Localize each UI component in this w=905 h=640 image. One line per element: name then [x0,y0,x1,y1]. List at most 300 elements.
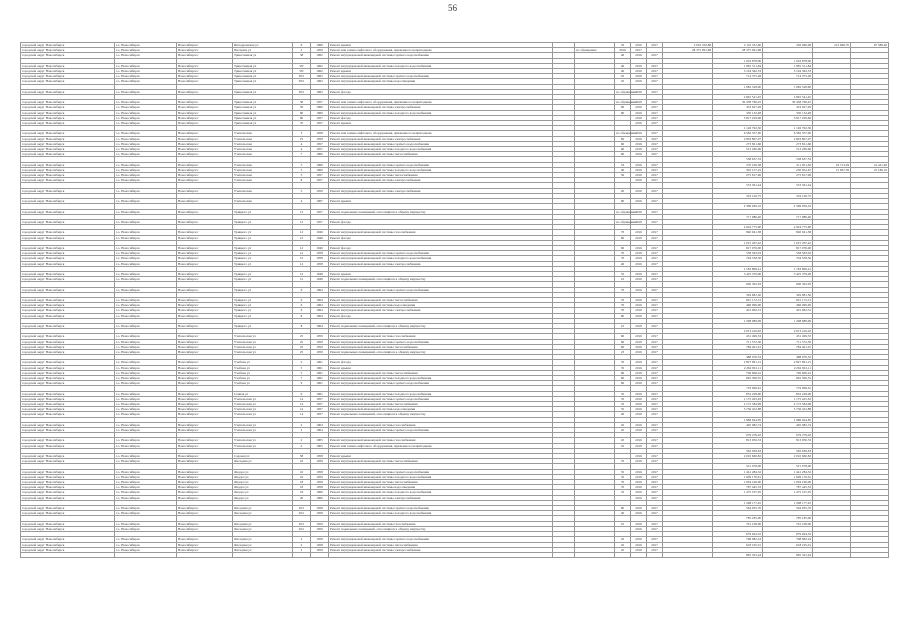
table-cell: городской округ Новосибирск [21,235,115,240]
table-cell: 14 [293,412,311,417]
table-cell: городской округ Новосибирск [21,407,115,412]
table-cell: 2016 [631,474,647,479]
table-cell: Ремонт крыши [329,454,553,459]
table-cell: 466 096,00 [763,303,813,308]
table-cell: городской округ Новосибирск [21,365,115,370]
table-cell: 2016 [631,485,647,490]
table-cell: городской округ Новосибирск [21,188,115,193]
table-cell: г.о. Новосибирск [115,344,177,349]
table-cell: 2016 [631,43,647,48]
table-cell: 553 361,44 [763,183,813,188]
table-cell: 2 [293,443,311,448]
table-cell [647,552,663,557]
table-cell: Новосибирск г [177,474,233,479]
table-cell: 1904 [311,428,329,433]
table-cell: 1958 [311,542,329,547]
table-cell: 2017 [631,48,647,53]
table-cell: 40 [615,261,631,266]
table-cell: Новосибирск г [177,459,233,464]
table-cell: 2 010 660,82 [713,454,763,459]
table-cell: 2017 [647,506,663,511]
table-cell: 1 441 284,32 [763,469,813,474]
table-cell: 2016 [631,376,647,381]
table-cell: 60 [615,136,631,141]
table-cell: городской округ Новосибирск [21,251,115,256]
table-cell: 2016 [631,490,647,495]
table-cell: по обращению [616,131,637,136]
table-cell: 1 609 176,61 [713,474,763,479]
table-cell: 40 [615,69,631,74]
table-cell: Новосибирск г [177,480,233,485]
table-cell: Новосибирск г [177,245,233,250]
table-cell: 58/1 [293,79,311,84]
table-cell: городской округ Новосибирск [21,422,115,427]
table-cell: 1960 [311,43,329,48]
table-cell: 1960 [311,495,329,500]
table-cell: городской округ Новосибирск [21,63,115,68]
table-cell: Учительская ул [233,428,293,433]
table-cell: г.о. Новосибирск [115,474,177,479]
table-cell: 2016 [631,537,647,542]
table-cell: Ремонт внутридомовой инженерной системы горячего водоснабжения [329,537,553,542]
table-cell: 2016 [631,69,647,74]
table-cell: 2017 [647,69,663,74]
table-cell: Новосибирск г [177,136,233,141]
table-cell: г.о. Новосибирск [115,402,177,407]
table-cell: Ремонт внутридомовой инженерной системы холодного водоснабжения [329,110,553,115]
table-cell: городской округ Новосибирск [21,459,115,464]
table-cell: 2016 [631,308,647,313]
table-cell: 1 126 702,30 [763,126,813,131]
table-cell: по обращению [616,89,637,94]
table-cell: 2017 [647,136,663,141]
table-cell: городской округ Новосибирск [21,43,115,48]
table-cell: городской округ Новосибирск [21,131,115,136]
table-cell: 2016 [631,188,647,193]
table-cell: Новосибирск г [177,297,233,302]
table-cell: 3 425 379,06 [713,271,763,276]
table-cell: г.о. Новосибирск [115,542,177,547]
table-cell: г.о. Новосибирск [115,391,177,396]
table-cell: городской округ Новосибирск [21,339,115,344]
table-cell: 691 172,31 [713,297,763,302]
table-cell: 787 445,33 [763,485,813,490]
table-cell: г.о. Новосибирск [115,277,177,282]
table-cell: Ремонт или замена лифтового оборудования, признанного непригодным [329,48,553,53]
table-cell: 212 666,70 [813,43,851,48]
table-cell: Новосибирск г [177,412,233,417]
table-cell: 5 [293,370,311,375]
table-cell: 58 [293,53,311,58]
table-cell: 70 [615,256,631,261]
table-cell: Ремонт внутридомовой инженерной системы горячего водоснабжения [329,74,553,79]
table-cell: 2017 [647,209,663,214]
table-cell: 25 [293,349,311,354]
table-cell: городской округ Новосибирск [21,428,115,433]
table-cell: городской округ Новосибирск [21,48,115,53]
table-cell: Ремонт крыши [329,199,553,204]
table-cell: 852 228,00 [763,391,813,396]
table-cell: г.о. Новосибирск [115,235,177,240]
table-cell: 2016 [631,360,647,365]
table-cell: Ремонт крыши [329,121,553,126]
table-cell: городской округ Новосибирск [21,105,115,110]
table-cell: городской округ Новосибирск [21,121,115,126]
table-cell: городской округ Новосибирск [21,53,115,58]
table-cell: 451 499,33 [763,334,813,339]
table-cell: 2016 [631,469,647,474]
table-cell: 12 [293,277,311,282]
table-cell: 2016 [631,349,647,354]
table-cell: 761 108,00 [713,521,763,526]
table-cell: Ремонт внутридомовой инженерной системы электроснабжения [329,261,553,266]
table-cell: Ремонт внутридомовой инженерной системы холодного водоснабжения [329,511,553,516]
table-cell: 1 015 267,42 [713,240,763,245]
table-cell: Новосибирск г [177,105,233,110]
table-cell: Новосибирск г [177,360,233,365]
table-cell: 401 962,31 [713,308,763,313]
table-cell: 2 013 416,02 [763,329,813,334]
table-cell: 12 [293,230,311,235]
table-cell: Новосибирск г [177,323,233,328]
table-cell: 3 817 229,60 [763,115,813,120]
table-cell: 1905 [311,443,329,448]
table-cell: Ремонт внутридомовой инженерной системы теплоснабжения [329,459,553,464]
table-cell: 1957 [311,121,329,126]
table-cell: 2016 [631,121,647,126]
table-cell: 768 082,24 [713,537,763,542]
table-cell: 2 845 541,45 [713,95,763,100]
table-cell: Новосибирск г [177,110,233,115]
table-cell: 2016 [631,235,647,240]
table-cell: 1959 [311,526,329,531]
table-cell: 35 [615,271,631,276]
table-cell: 2016 [631,334,647,339]
table-cell: Новосибирск г [177,365,233,370]
table-cell: Учительская ул [233,412,293,417]
table-cell: 1964 [311,313,329,318]
table-cell: 70 [615,287,631,292]
table-cell: г.о. Новосибирск [115,173,177,178]
table-cell: 2017 [647,438,663,443]
table-cell: 538 637,53 [763,157,813,162]
table-cell: 16 [293,459,311,464]
table-cell: г.о. Новосибирск [115,370,177,375]
table-cell: г.о. Новосибирск [115,121,177,126]
table-cell: 2017 [647,245,663,250]
table-cell: г.о. Новосибирск [115,308,177,313]
table-cell: 840 041,38 [763,230,813,235]
table-cell: Новосибирск г [177,349,233,354]
table-cell: Ремонт внутридомовой инженерной системы теплоснабжения [329,542,553,547]
table-cell: Новосибирск г [177,235,233,240]
table-cell: г.о. Новосибирск [115,152,177,157]
table-cell: 714 375,28 [713,74,763,79]
table-cell: 1959 [311,344,329,349]
table-cell: Новосибирск г [177,526,233,531]
table-cell: Новосибирск г [177,48,233,53]
table-cell: городской округ Новосибирск [21,245,115,250]
table-cell: 2017 [647,422,663,427]
table-cell: Учительская [233,167,293,172]
table-cell: Новосибирск г [177,74,233,79]
table-cell: 1 004 196,00 [763,480,813,485]
table-cell: Федора ул [233,469,293,474]
table-cell: Ремонт внутридомовой инженерной системы горячего водоснабжения [329,251,553,256]
table-cell: 60 [615,199,631,204]
table-cell: г.о. Новосибирск [115,360,177,365]
table-cell: 2017 [647,141,663,146]
table-cell: 40 [615,53,631,58]
table-cell: 1960 [311,167,329,172]
table-cell: 2016 [631,480,647,485]
table-cell: г.о. Новосибирск [115,297,177,302]
table-cell: Учительская ул [233,443,293,448]
table-cell: Ремонт подвальных помещений, относящихся к общему имуществу [329,209,553,214]
table-cell: 45 [615,542,631,547]
table-cell: 2017 [647,297,663,302]
table-cell: 5 [293,188,311,193]
table-cell: Новосибирск г [177,443,233,448]
table-cell: 47 186,19 [851,167,889,172]
table-cell: 28 375 091,68 [713,48,763,53]
table-cell: Новосибирск г [177,344,233,349]
table-cell: 2017 [647,370,663,375]
table-cell: 2017 [647,178,663,183]
table-cell: 2017 [647,303,663,308]
table-cell: 2016 [631,100,647,105]
table-cell: 45 [615,79,631,84]
table-cell: г.о. Новосибирск [115,526,177,531]
table-cell: 329 981,50 [713,292,763,297]
table-cell: г.о. Новосибирск [115,454,177,459]
table-cell: 1959 [311,188,329,193]
table-cell: 618 195,01 [763,542,813,547]
table-cell: городской округ Новосибирск [21,167,115,172]
table-cell: 1964 [311,297,329,302]
table-cell: 865 325,44 [763,552,813,557]
table-cell: 25 [293,339,311,344]
table-cell: Ремонт фасада [329,245,553,250]
table-cell: 6 [293,297,311,302]
table-cell: 2016 [631,526,647,531]
table-cell: Урицкого ул [233,245,293,250]
table-cell: 2017 [647,251,663,256]
table-cell: Урицкого ул [233,313,293,318]
table-cell: Новосибирск г [177,334,233,339]
table-cell: 50 [615,173,631,178]
table-cell: 2017 [647,152,663,157]
table-cell: Федора ул [233,480,293,485]
table-cell: 1 986 944,85 [763,417,813,422]
table-cell: г.о. Новосибирск [115,511,177,516]
table-cell: 2016 [631,381,647,386]
table-cell: 2017 [647,402,663,407]
table-cell: 70 [615,303,631,308]
table-cell: 1946 [311,235,329,240]
table-cell: 2017 [647,131,663,136]
table-cell: Учительская ул [233,334,293,339]
table-cell: Новосибирск г [177,376,233,381]
table-cell: Урицкого ул [233,261,293,266]
table-cell: 6 [293,287,311,292]
table-cell: 2016 [631,209,647,214]
table-cell: 40 [615,412,631,417]
table-cell: городской округ Новосибирск [21,443,115,448]
table-cell: городской округ Новосибирск [21,141,115,146]
table-cell: городской округ Новосибирск [21,370,115,375]
table-cell: 2 845 541,45 [763,95,813,100]
table-cell: 679 279,02 [763,433,813,438]
table-cell: 1958 [311,537,329,542]
table-cell: 23 [615,349,631,354]
table-cell: Ремонт или замена лифтового оборудования, признанного непригодным [329,100,553,105]
table-cell: 35 [615,469,631,474]
table-cell: 40 [615,63,631,68]
table-cell: 2016 [631,454,647,459]
table-cell: 1957 [311,141,329,146]
table-cell: городской округ Новосибирск [21,334,115,339]
table-cell: 9 [293,391,311,396]
table-cell: городской округ Новосибирск [21,136,115,141]
table-cell: 3 817 229,60 [713,115,763,120]
table-cell: 704 558,50 [763,256,813,261]
table-cell: городской округ Новосибирск [21,412,115,417]
table-cell: Фасадная ул [233,506,293,511]
table-cell: Ремонт внутридомовой инженерной системы водоотведения [329,407,553,412]
table-cell: 2016 [631,162,647,167]
table-cell: 29/1 [293,511,311,516]
table-cell: 845 506,55 [713,376,763,381]
table-cell: Урицкого ул [233,323,293,328]
table-cell: 2016 [631,313,647,318]
capital-repair-table [20,42,889,558]
table-cell: Ремонт внутридомовой инженерной системы горячего водоснабжения [329,506,553,511]
table-cell: Писарева ул [233,48,293,53]
table-cell: г.о. Новосибирск [115,219,177,224]
table-cell: 12 [293,256,311,261]
table-cell: 29/1 [293,521,311,526]
table-cell: г.о. Новосибирск [115,53,177,58]
table-cell: Фасадная ул [233,511,293,516]
table-cell: 273 821,66 [763,141,813,146]
table-cell: 1964 [311,308,329,313]
table-cell: Новосибирск г [177,43,233,48]
table-cell: 1957 [311,178,329,183]
table-cell: 451 499,33 [713,334,763,339]
table-cell: 1959 [311,334,329,339]
table-cell: 35 [615,360,631,365]
page-number: 56 [448,3,457,13]
table-cell: 1 298 689,99 [763,318,813,323]
table-cell: 2017 [647,188,663,193]
table-cell: 211 951,63 [763,162,813,167]
table-cell: 706 606,22 [763,370,813,375]
table-cell: 600 302,93 [713,282,763,287]
table-cell: 13 [293,209,311,214]
table-cell: 405 082,74 [713,422,763,427]
table-cell: 840 041,38 [713,230,763,235]
table-cell: 466 096,00 [713,303,763,308]
table-cell: 1 441 284,32 [713,469,763,474]
table-cell: 2017 [647,235,663,240]
table-cell: 1 986 944,85 [713,417,763,422]
table-cell: Ремонт внутридомовой инженерной системы теплоснабжения [329,480,553,485]
table-cell: 456 066,08 [763,43,813,48]
table-cell: 1959 [311,521,329,526]
table-cell: 275 817,06 [763,173,813,178]
table-cell [615,552,631,557]
table-cell: Учительская ул [233,407,293,412]
table-cell: 2017 [647,43,663,48]
table-cell: Новосибирск г [177,422,233,427]
table-cell: 16 [293,474,311,479]
table-cell: г.о. Новосибирск [115,199,177,204]
table-cell: 2017 [647,526,663,531]
table-cell: 329 981,50 [763,292,813,297]
table-cell: г.о. Новосибирск [115,245,177,250]
table-cell: 16 [293,469,311,474]
table-cell: 401 962,31 [763,308,813,313]
table-cell: 1958 [311,261,329,266]
table-cell: 618 195,01 [713,542,763,547]
table-cell: 2 [293,48,311,53]
table-cell: 2016 [631,251,647,256]
table-cell: Новосибирск г [177,542,233,547]
table-cell: 1960 [311,490,329,495]
table-cell: 405 082,74 [763,422,813,427]
table-cell: 2017 [647,459,663,464]
table-cell: Фасадная ул [233,542,293,547]
table-cell: Ремонт внутридомовой инженерной системы теплоснабжения [329,402,553,407]
table-cell: г.о. Новосибирск [115,136,177,141]
table-cell: 1 183 806,41 [763,266,813,271]
table-cell: Фасадная ул [233,459,293,464]
table-cell: 2016 [631,370,647,375]
table-cell: 1959 [311,339,329,344]
table-cell: 2016 [631,105,647,110]
table-cell: Ремонт внутридомовой инженерной системы теплоснабжения [329,297,553,302]
table-cell: 2017 [647,480,663,485]
table-cell: 2017 [647,407,663,412]
table-cell: Ремонт внутридомовой инженерной системы теплоснабжения [329,370,553,375]
table-cell: 60 [615,376,631,381]
table-cell: 12 [293,235,311,240]
table-cell: городской округ Новосибирск [21,526,115,531]
table-cell [177,552,233,557]
table-cell: Ремонт внутридомовой инженерной системы электроснабжения [329,136,553,141]
table-cell: г.о. Новосибирск [115,438,177,443]
table-cell: Новосибирск г [177,167,233,172]
table-cell: 2 [293,547,311,552]
table-cell: 817 076,00 [713,245,763,250]
table-cell: 2017 [647,443,663,448]
table-cell: 6 [293,308,311,313]
table-cell: 2 803 807,07 [763,136,813,141]
table-row [21,552,889,557]
table-cell: 1958 [311,251,329,256]
table-cell: г.о. Новосибирск [115,79,177,84]
table-cell: Ремонт фасада [329,115,553,120]
table-cell: Ремонт внутридомовой инженерной системы газоснабжения [329,422,553,427]
table-cell: г.о. Новосибирск [115,495,177,500]
table-cell: Учебная ул [233,381,293,386]
table-cell: Новосибирск г [177,277,233,282]
table-cell: 2 262 901,11 [713,365,763,370]
table-cell: 2016 [631,141,647,146]
table-cell: 319 126,75 [763,193,813,198]
table-cell [233,552,293,557]
